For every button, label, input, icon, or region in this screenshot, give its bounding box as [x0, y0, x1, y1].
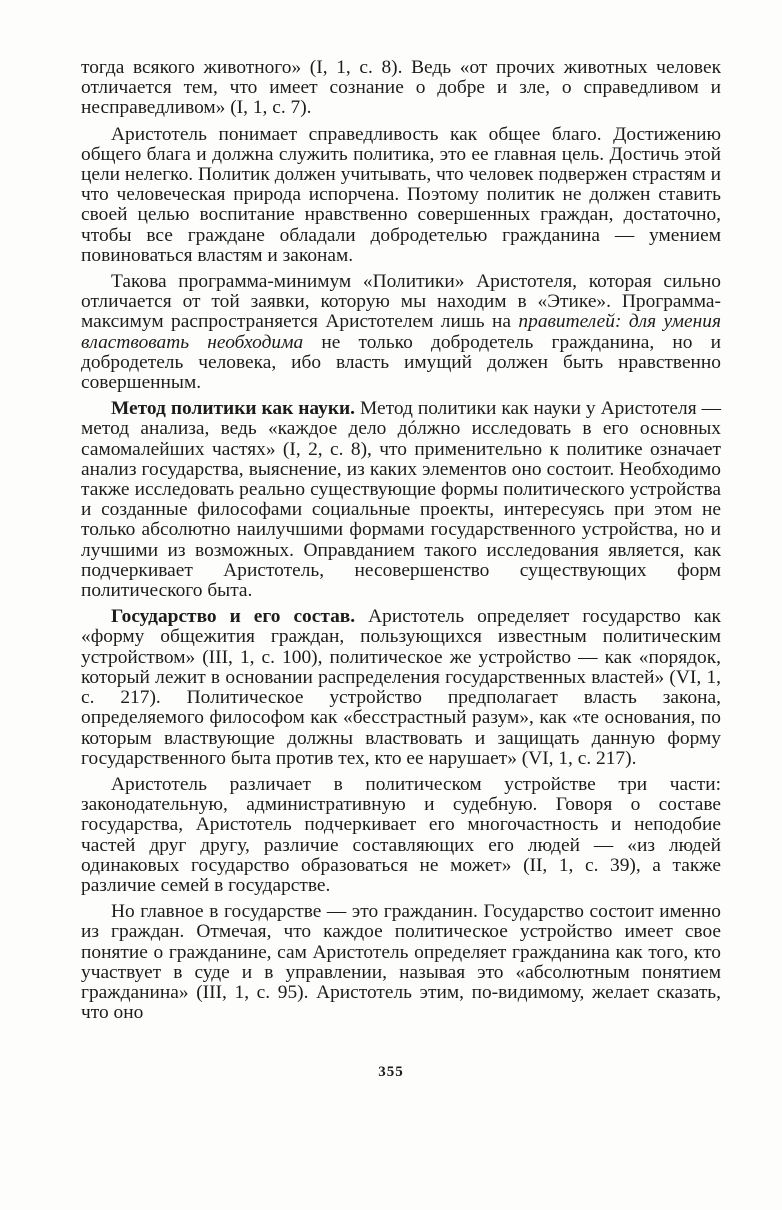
text-column — [81, 58, 721, 1023]
paragraph-state-composition — [81, 607, 721, 769]
paragraph-continuation — [81, 58, 721, 119]
paragraph-citizen — [81, 902, 721, 1023]
section-run-in-heading: Государство и его состав. — [111, 606, 356, 628]
paragraph-text: Аристотель определяет государство как «форму общежития граждан, пользующихся известным политическим устройством» (III, 1, с. 100), политическое же устройство — как «порядок, который лежит в основании распределения государственных властей» (VI, 1, с. 217). Политическое устройство предполагает власть закона, определяемого философом как «бесстрастный разум», как «те основания, по которым властвующие должны властвовать и защищать данную форму государственного быта против тех, кто ее нарушает» (VI, 1, с. 217). — [81, 606, 721, 769]
paragraph-justice-common-good — [81, 125, 721, 266]
paragraph-text: Метод политики как науки у Аристотеля — метод анализа, ведь «каждое дело дóлжно исследовать в его основных самомалейших частях» (I, 2, с. 8), что применительно к политике означает анализ государства, выяснение, из каких элементов оно состоит. Необходимо также исследовать реально существующие формы политического устройства и созданные философами социальные проекты, интересуясь при этом не только абсолютно наилучшими формами государственного устройства, но и лучшими из возможных. Оправданием такого исследования является, как подчеркивает Аристотель, несовершенство существующих форм политического быта. — [81, 398, 721, 602]
italic-phrase: правителей: для умения властвовать необходима — [81, 311, 721, 353]
paragraph-text: Но главное в государстве — это гражданин. Государство состоит именно из граждан. Отмечая, что каждое политическое устройство имеет свое понятие о гражданине, сам Аристотель определяет гражданина как того, кто участвует в суде и в управлении, называя это «абсолютным понятием гражданина» (III, 1, с. 95). Аристотель этим, по-видимому, желает сказать, что оно — [81, 901, 721, 1024]
section-run-in-heading: Метод политики как науки. — [111, 398, 356, 420]
paragraph-method-of-politics — [81, 399, 721, 601]
paragraph-text: не только добродетель гражданина, но и добродетель человека, ибо власть имущий должен быть нравственно совершенным. — [81, 331, 721, 394]
paragraph-three-parts — [81, 775, 721, 896]
paragraph-text: Аристотель понимает справедливость как общее благо. Достижению общего блага и должна служить политика, это ее главная цель. Достичь этой цели нелегко. Политик должен учитывать, что человек подвержен страстям и что человеческая природа испорчена. Поэтому политик не должен ставить своей целью воспитание нравственно совершенных граждан, достаточно, чтобы все граждане обладали добродетелью гражданина — умением повиноваться властям и законам. — [81, 123, 721, 266]
paragraph-text: Такова программа-минимум «Политики» Аристотеля, которая сильно отличается от той заявки, которую мы находим в «Этике». Программа-максимум распространяется Аристотелем лишь на — [81, 271, 721, 333]
paragraph-text: Аристотель различает в политическом устройстве три части: законодательную, административную и судебную. Говоря о составе государства, Аристотель подчеркивает его многочастность и неподобие частей друг другу, различие составляющих его людей — «из людей одинаковых государство образоваться не может» (II, 1, с. 39), а также различие семей в государстве. — [81, 773, 721, 896]
paragraph-text: тогда всякого животного» (I, 1, с. 8). Ведь «от прочих животных человек отличается тем, что имеет сознание о добре и зле, о справедливом и несправедливом» (I, 1, с. 7). — [81, 57, 721, 119]
paragraph-program-minimum — [81, 272, 721, 393]
page-number: 355 — [378, 1064, 404, 1080]
